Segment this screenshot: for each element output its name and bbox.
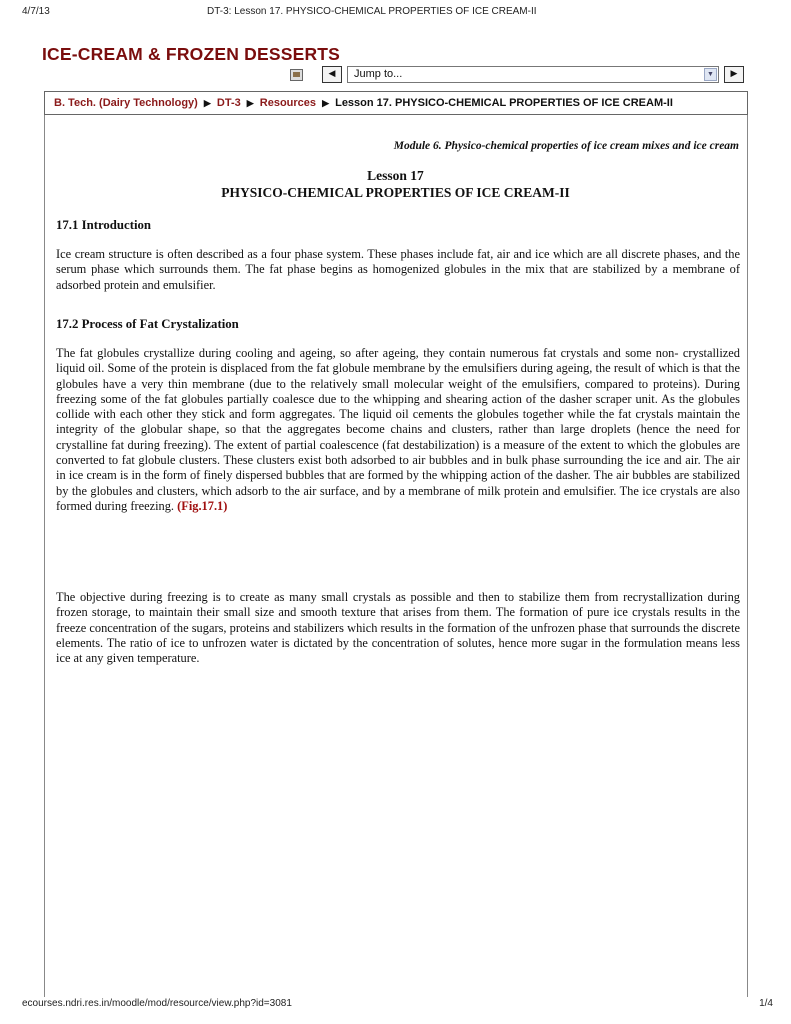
previous-button[interactable] [322,66,342,83]
chevron-down-icon[interactable]: ▼ [704,68,717,81]
jump-to-select[interactable] [347,66,719,83]
jump-to-label: Jump to... [354,68,403,80]
breadcrumb-separator-icon: ▶ [322,98,330,108]
print-page-number: 1/4 [759,998,773,1009]
print-page-title: DT-3: Lesson 17. PHYSICO-CHEMICAL PROPERTIES OF ICE CREAM-II [207,6,537,17]
next-button[interactable] [724,66,744,83]
lesson-number: Lesson 17 [367,168,424,183]
print-date: 4/7/13 [22,6,50,17]
print-url: ecourses.ndri.res.in/moodle/mod/resource/view.php?id=3081 [22,998,292,1009]
navigation-bar [290,66,748,84]
paragraph-introduction: Ice cream structure is often described as a four phase system. These phases include fat, air and ice which are all discrete phases, and the serum phase which surrounds them. The fat phase begins as homogenized globules in the mix that are stabilized by a membrane of adsorbed protein and emulsifier. [56,247,740,292]
section-heading-introduction: 17.1 Introduction [56,218,152,232]
breadcrumb-item-btech[interactable]: B. Tech. (Dairy Technology) [54,97,198,109]
print-header [22,6,773,20]
paragraph-freezing-objective: The objective during freezing is to create as many small crystals as possible and then to stabilize them from recrystallization during frozen storage, to maintain their small size and smooth texture that arises from them. The formation of pure ice crystals results in the freeze concentration of the sugars, proteins and stabilizers which results in the formation of the unfrozen phase that surrounds the discrete elements. The ratio of ice to unfrozen water is dictated by the concentration of solutes, hence more sugar in the formulation means less ice at any given temperature. [56,590,740,666]
breadcrumb [44,91,748,115]
paragraph-fat-crystalization [56,346,740,514]
breadcrumb-item-dt3[interactable]: DT-3 [216,97,241,109]
triangle-left-icon: ◀ [328,69,336,79]
breadcrumb-separator-icon: ▶ [246,98,254,108]
triangle-right-icon: ▶ [730,69,738,79]
module-title: Module 6. Physico-chemical properties of ice cream mixes and ice cream [393,140,739,152]
section-heading-fat-crystalization: 17.2 Process of Fat Crystalization [56,317,239,331]
site-title[interactable]: ICE-CREAM & FROZEN DESSERTS [42,44,341,64]
breadcrumb-current: Lesson 17. PHYSICO-CHEMICAL PROPERTIES OF ICE CREAM-II [335,97,673,109]
print-footer [22,998,773,1012]
paragraph-text: The fat globules crystallize during cooling and ageing, so after ageing, they contain numerous fat crystals and some non- crystallized liquid oil. Some of the protein is displaced from the fat globule membrane by the emulsifiers during ageing, the result of which is that the globules have a very thin membrane (due to the relatively small molecular weight of the emulsifiers, compared to proteins). During freezing some of the fat globules partially coalesce due to the whipping and shearing action of the dasher scraper unit. As the globules collide with each other they stick and form aggregates. The liquid oil cements the globules together while the fat crystals maintain the integrity of the globular shape, so that the aggregates become chains and clusters, rather than large droplets (hence the need for crystalline fat during freezing). The extent of partial coalescence (fat destabilization) is a measure of the extent to which the globules are converted to fat globule clusters. These clusters exist both adsorbed to air bubbles and in bulk phase surrounding the ice and air. The air in ice cream is in the form of finely dispersed bubbles that are formed by the whipping action of the dasher. The air bubbles are stabilized by the globules and clusters, which adsorb to the air surface, and by a membrane of milk protein and emulsifier. The ice crystals are also formed during freezing. [56,346,740,513]
resource-icon [290,69,303,81]
breadcrumb-item-resources[interactable]: Resources [259,97,317,109]
breadcrumb-separator-icon: ▶ [203,98,211,108]
figure-link[interactable]: (Fig.17.1) [177,498,228,513]
lesson-title: PHYSICO-CHEMICAL PROPERTIES OF ICE CREAM-II [221,185,570,200]
